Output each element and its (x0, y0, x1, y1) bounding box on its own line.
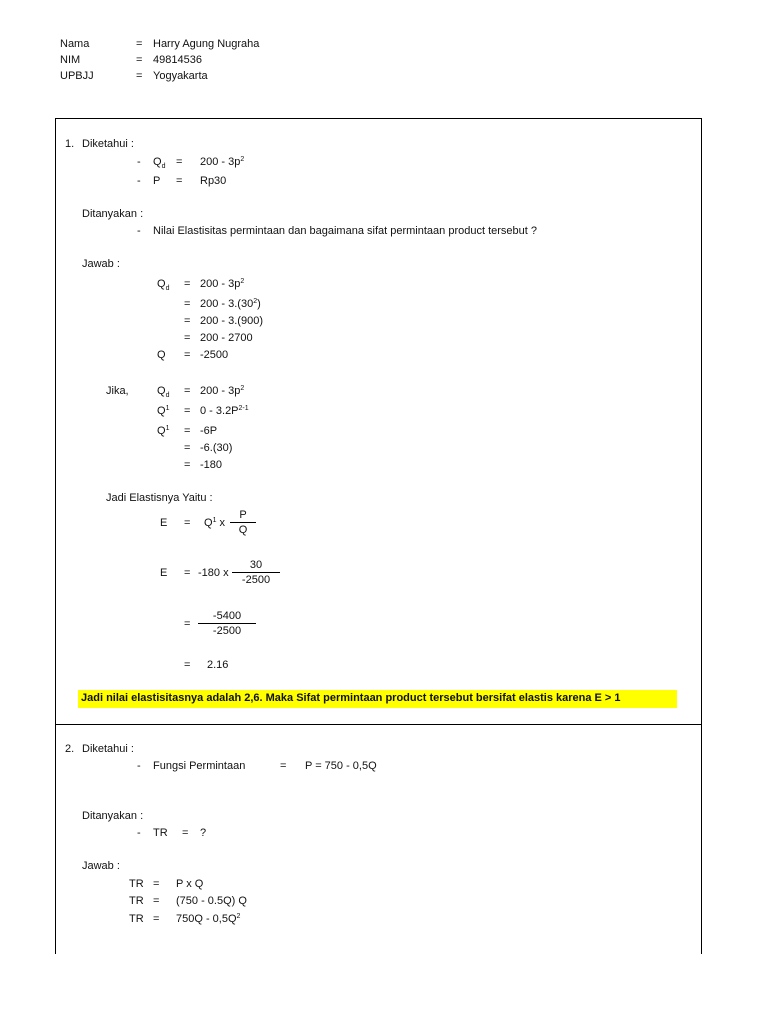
q1-deriv-2: $0 - 3.2P^{2-1}$ (200, 405, 249, 417)
q2-asked-title: Ditanyakan : (82, 810, 144, 822)
q1-known-qd-val: $200 - 3p^2$ (200, 156, 245, 168)
q1-asked-text: Nilai Elastisitas permintaan dan bagaimana sifat permintaan product tersebut ? (153, 225, 537, 237)
q1-known-p-val: Rp30 (200, 175, 227, 187)
q1-known-qd: $Q_d$ (153, 156, 166, 170)
q1-eq-d1: = (184, 385, 191, 397)
q2-asked-value: ? (200, 827, 207, 839)
q1-dash-3: - (137, 225, 141, 237)
q1-eq-d5: = (184, 459, 191, 471)
q1-conclusion: Jadi nilai elastisitasnya adalah 2,6. Maka Sifat permintaan product tersebut bersifat elastis karena E > 1 (81, 692, 621, 704)
q1-e2-fraction (232, 558, 280, 587)
q2-known-title: Diketahui : (82, 743, 134, 755)
name-label: Nama (60, 38, 90, 50)
nim-label: NIM (60, 54, 81, 66)
q1-eq-s1: = (184, 278, 191, 290)
q2-tr-label-1: TR (129, 878, 144, 890)
q2-dash-2: - (137, 827, 141, 839)
q2-eq-t3: = (153, 913, 160, 925)
name-eq: = (136, 38, 143, 50)
q2-eq-t1: = (153, 878, 160, 890)
q2-tr-label-3: TR (129, 913, 144, 925)
q2-step-3: $750Q - 0,5Q^2$ (176, 913, 241, 925)
q1-deriv-1: $200 - 3p^2$ (200, 385, 245, 397)
q1-eq-e2: = (184, 567, 191, 579)
q1-e1-fraction (230, 508, 256, 537)
q1-e2-denominator: -2500 (241, 574, 271, 586)
q1-answer-title: Jawab : (82, 258, 120, 270)
q1-eq-d3: = (184, 425, 191, 437)
q1-known-p: P (153, 175, 161, 187)
q1-e2-prefix: -180 x (198, 567, 229, 579)
nim-value: 49814536 (153, 54, 202, 66)
q2-eq-1: = (280, 760, 287, 772)
q1-asked-title: Ditanyakan : (82, 208, 144, 220)
q2-tr-label-2: TR (129, 895, 144, 907)
q1-e1-denominator: Q (238, 524, 248, 536)
question-1-box (55, 118, 702, 725)
q1-step-5: -2500 (200, 349, 229, 361)
q1-eq-2: = (176, 175, 183, 187)
q2-eq-t2: = (153, 895, 160, 907)
q1-q-label: Q (157, 349, 166, 361)
q1-e-label-1: E (160, 517, 168, 529)
upbjj-eq: = (136, 70, 143, 82)
q1-eq-s2: = (184, 298, 191, 310)
q1-deriv-3: -6P (200, 425, 218, 437)
q1-q1-label-b: $Q^1$ (157, 425, 170, 437)
upbjj-label: UPBJJ (60, 70, 94, 82)
q1-e3-fraction (198, 609, 256, 638)
q2-known-label: Fungsi Permintaan (153, 760, 246, 772)
q1-eq-s3: = (184, 315, 191, 327)
q1-e2-numerator: 30 (249, 559, 263, 571)
q1-e1-q: $Q^1$ x (204, 517, 226, 529)
q1-eq-d4: = (184, 442, 191, 454)
q1-eq-e4: = (184, 659, 191, 671)
q1-conclusion-highlight (78, 690, 677, 708)
q1-jika: Jika, (106, 385, 129, 397)
q1-step-1: $200 - 3p^2$ (200, 278, 245, 290)
q1-e3-numerator: -5400 (212, 610, 242, 622)
q1-eq-1: = (176, 156, 183, 168)
name-value: Harry Agung Nugraha (153, 38, 260, 50)
q1-e-label-2: E (160, 567, 168, 579)
q2-asked-tr: TR (153, 827, 168, 839)
q1-elasticity-title: Jadi Elastisnya Yaitu : (106, 492, 213, 504)
q1-e3-denominator: -2500 (212, 625, 242, 637)
nim-eq: = (136, 54, 143, 66)
upbjj-value: Yogyakarta (153, 70, 208, 82)
q2-eq-2: = (182, 827, 189, 839)
q1-number: 1. (65, 138, 75, 150)
q2-dash-1: - (137, 760, 141, 772)
q1-eq-e1: = (184, 517, 191, 529)
q1-dash-2: - (137, 175, 141, 187)
q2-answer-title: Jawab : (82, 860, 120, 872)
q1-step-2: $200 - 3.(30^2)$ (200, 298, 261, 310)
q2-known-value: P = 750 - 0,5Q (305, 760, 377, 772)
q1-eq-s4: = (184, 332, 191, 344)
q1-step-3: 200 - 3.(900) (200, 315, 263, 327)
q1-d-qd: $Q_d$ (157, 385, 170, 399)
q1-deriv-4: -6.(30) (200, 442, 233, 454)
q1-q1-label-a: $Q^1$ (157, 405, 170, 417)
q1-e1-numerator: P (239, 509, 247, 521)
q1-dash-1: - (137, 156, 141, 168)
q1-deriv-5: -180 (200, 459, 223, 471)
q1-eq-s5: = (184, 349, 191, 361)
q1-known-title: Diketahui : (82, 138, 134, 150)
q1-eq-d2: = (184, 405, 191, 417)
q1-qd-label: $Q_d$ (157, 278, 170, 292)
q2-step-2: (750 - 0.5Q) Q (176, 895, 247, 907)
q1-e4-result: 2.16 (207, 659, 229, 671)
q1-step-4: 200 - 2700 (200, 332, 253, 344)
q1-eq-e3: = (184, 618, 191, 630)
q2-step-1: P x Q (176, 878, 204, 890)
q2-number: 2. (65, 743, 75, 755)
